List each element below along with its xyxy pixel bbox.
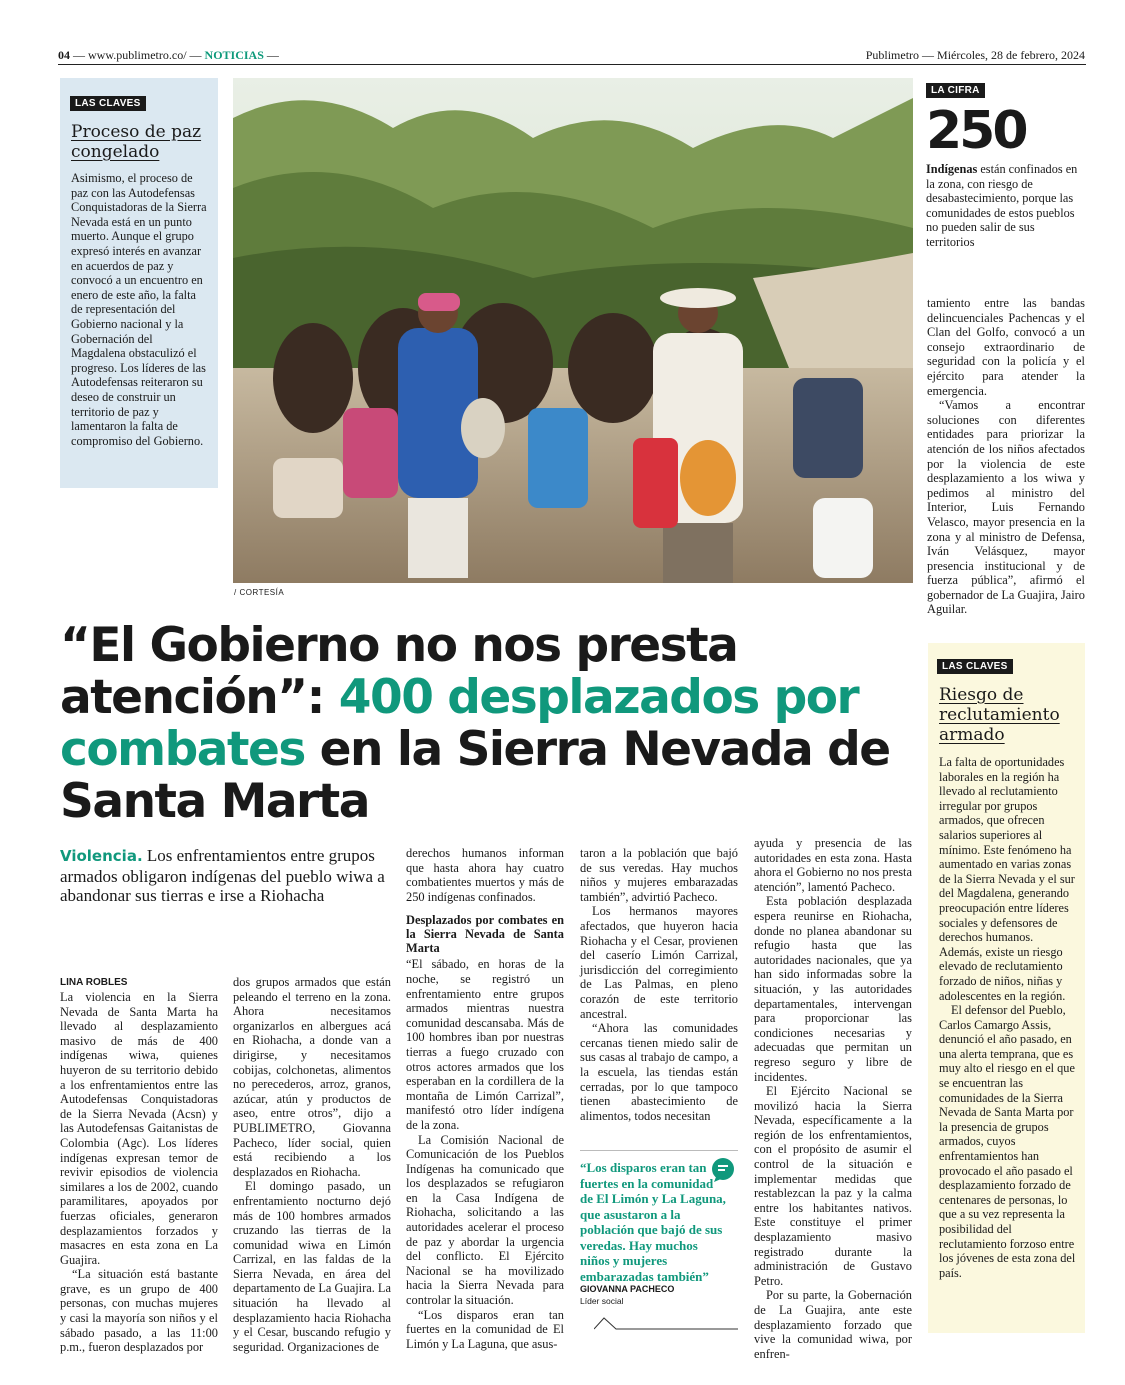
subhead: Desplazados por combates en la Sierra Nevada de Santa Marta [406, 913, 564, 956]
cifra-text: están confinados en la zona, con riesgo de desabastecimiento, porque las comunidades de estos pueblos no pueden salir de sus territorios [926, 162, 1078, 249]
paragraph: Esta población desplazada espera reunirse en Riohacha, donde no planea abandonar su refugio hasta que las autoridades nacionales, que ya han sido informadas sobre la situación, y las autoridades departamentales, intervengan para proporcionar las condiciones necesarias y adecuadas que permitan un regreso seguro y libre de incidentes. [754, 894, 912, 1084]
headline-highlight: 400 desplazados por combates [60, 670, 859, 777]
column-3 [406, 846, 564, 1351]
claves-title: Proceso de paz congelado [71, 122, 202, 162]
claves-tag: LAS CLAVES [937, 659, 1013, 674]
paragraph: El Ejército Nacional se movilizó hacia la Sierra Nevada, específicamente a la región de los enfrentamientos, con el propósito de asumir el control de la situación e implementar medidas que restablezcan la paz y la calma entre los habitantes nativos. Este constituye el primer desplazamiento masivo registrado durante la administración de Gustavo Petro. [754, 1084, 912, 1288]
paragraph: “El sábado, en horas de la noche, se registró un enfrentamiento entre grupos armados mientras nuestra comunidad descansaba. Más de 100 hombres iban por nuestras tierras a fuego cruzado con otros actores armados que los esperaban en la cordillera de la montaña de Limón Carrizal”, manifestó otro líder indígena de la zona. [406, 957, 564, 1132]
paragraph: Por su parte, la Gobernación de La Guajira, ante este desplazamiento forzado que vive la comunidad wiwa, por enfren- [754, 1288, 912, 1361]
decorative-line [594, 1316, 738, 1330]
lede [60, 846, 390, 906]
right-column-continuation [927, 296, 1085, 617]
section-label: NOTICIAS [204, 48, 264, 62]
paragraph: La Comisión Nacional de Comunicación de los Pueblos Indígenas ha comunicado que los desplazados se refugiaron en la Casa Indígena de Riohacha, solicitando a las autoridades acelerar el proceso de paz y abordar la urgencia del conflicto. El Ejército Nacional se ha movilizado hacia la Sierra Nevada para controlar la situación. [406, 1132, 564, 1308]
photo-credit: / CORTESÍA [234, 588, 285, 597]
cifra-box [926, 78, 1086, 250]
cifra-description [926, 162, 1086, 250]
quote-role: Líder social [580, 1296, 624, 1306]
paragraph: Los hermanos mayores afectados, que huyeron hacia Riohacha y el Cesar, provienen del caserío Limón Carrizal, jurisdicción del corregimiento de Las Palmas, en pleno corazón de este territorio ancestral. [580, 904, 738, 1021]
claves-box-recruitment [928, 643, 1085, 1333]
header-left: 04 — www.publimetro.co/ — NOTICIAS — [58, 48, 279, 62]
byline: LINA ROBLES [60, 977, 128, 988]
page-number: 04 [58, 48, 70, 62]
cifra-lead: Indígenas [926, 162, 978, 176]
paragraph: La falta de oportunidades laborales en la región ha llevado al reclutamiento irregular por grupos armados, que ofrecen salarios superiores al mínimo. Este fenómeno ha aumentado en varias zonas de la Sierra Nevada y el sur del Magdalena, generando preocupación entre líderes sociales y defensores de derechos humanos. Además, existe un riesgo elevado de reclutamiento forzado de niños, niñas y adolescentes en la región. [939, 755, 1075, 1003]
paragraph: “Ahora las comunidades cercanas tienen miedo salir de sus casas al trabajo de campo, a la escuela, las tiendas están cerradas, por lo que tampoco tienen abastecimiento de alimentos, todos necesitan [580, 1021, 738, 1123]
paragraph: “La situación está bastante grave, es un grupo de 400 personas, con muchas mujeres y casi la mayoría son niños y el sábado pasado, a las 11:00 p.m., fueron desplazados por [60, 1267, 218, 1355]
paragraph: “Vamos a encontrar soluciones con diferentes entidades para priorizar la atención de los niños afectados por la violencia de este desplazamiento a los wiwa y pedimos al ministro del Interior, Luis Fernando Velasco, mayor presencia en la zona y al ministro de Defensa, Iván Velásquez, mayor presencia institucional y de fuerza pública”, afirmó el gobernador de La Guajira, Jairo Aguilar. [927, 398, 1085, 617]
claves-text: Asimismo, el proceso de paz con las Autodefensas Conquistadoras de la Sierra Nevada está en un punto muerto. Aunque el grupo expresó interés en avanzar en acuerdos de paz y convocó a un encuentro en enero de este año, la falta de representación del Gobierno nacional y la Gobernación del Magdalena obstaculizó el progreso. Los líderes de las Autodefensas reiteraron su deseo de construir un territorio de paz y lamentaron la falta de compromiso del Gobierno. [71, 171, 207, 448]
quote-text: “Los disparos eran tan fuertes en la comunidad de El Limón y La Laguna, que asustaron a la población que bajó de sus veredas. Hay muchos niños y mujeres embarazadas también” [580, 1160, 726, 1284]
headline [60, 620, 900, 828]
paragraph: La violencia en la Sierra Nevada de Santa Marta ha llevado al desplazamiento masivo de más de 400 indígenas wiwa, quienes huyeron de su territorio debido a los enfrentamientos entre las Autodefensas Conquistadoras de la Sierra Nevada (Acsn) y las Autodefensas Gaitanistas de Colombia (Agc). Los líderes indígenas expresan temor de revivir episodios de violencia similares a los de 2002, cuando paramilitares, apoyados por fuerzas oficiales, generaron desplazamientos forzados y masacres en esta zona en La Guajira. [60, 990, 218, 1267]
paragraph: dos grupos armados que están peleando el terreno en la zona. Ahora necesitamos organizarlos en albergues acá en Riohacha, a donde van a dirigirse, y necesitamos cobijas, colchonetas, alimentos no perecederos, arroz, granos, azúcar, atún y productos de aseo, entre otros”, dijo a PUBLIMETRO, Giovanna Pacheco, líder social, quien está recibiendo a los desplazados en Riohacha. [233, 975, 391, 1179]
paragraph: tamiento entre las bandas delincuenciales Pachencas y el Clan del Golfo, convocó a un consejo extraordinario de seguridad con la policía y el ejército para atender la emergencia. [927, 296, 1085, 398]
header-date: Publimetro — Miércoles, 28 de febrero, 2024 [865, 48, 1085, 62]
photo-displaced-crowd [233, 78, 913, 583]
column-5 [754, 836, 912, 1361]
cifra-number: 250 [926, 101, 1026, 161]
claves-text [939, 755, 1076, 1280]
headline-part1: “El Gobierno no nos presta atención”: [60, 618, 738, 725]
lede-kicker: Violencia. [60, 847, 143, 865]
claves-box-peace [60, 78, 218, 488]
column-2 [233, 975, 391, 1354]
pull-quote [580, 1150, 738, 1336]
photo-illustration [233, 78, 913, 583]
site-url[interactable]: www.publimetro.co/ [88, 48, 187, 62]
paragraph: “Los disparos eran tan fuertes en la comunidad de El Limón y La Laguna, que asus- [406, 1307, 564, 1351]
column-4 [580, 846, 738, 1123]
header-rule [58, 64, 1086, 65]
paragraph: derechos humanos informan que hasta ahora hay cuatro combatientes muertos y más de 250 indígenas confinados. [406, 846, 564, 904]
paragraph: El domingo pasado, un enfrentamiento nocturno dejó más de 100 hombres armados cruzando las tierras de la comunidad wiwa en Limón Carrizal, en las faldas de la Sierra Nevada, en área del departamento de La Guajira. La situación ha llevado al desplazamiento hacia Riohacha y el Cesar, buscando refugio y seguridad. Organizaciones de [233, 1179, 391, 1354]
quote-author: GIOVANNA PACHECO [580, 1284, 675, 1294]
divider [580, 1150, 738, 1151]
paragraph: El defensor del Pueblo, Carlos Camargo Assis, denunció el año pasado, en una alerta temprana, que es muy alto el riesgo en el que se encuentran las comunidades de la Sierra Nevada de Santa Marta por la presencia de grupos armados, cuyos enfrentamientos han provocado el año pasado el desplazamiento forzado de centenares de personas, lo que a su vez representa la posibilidad del reclutamiento forzoso entre los jóvenes de esta zona del país. [939, 1003, 1076, 1280]
paragraph: taron a la población que bajó de sus veredas. Hay muchos niños y mujeres embarazadas también”, advirtió Pacheco. [580, 846, 738, 904]
cifra-tag: LA CIFRA [926, 83, 985, 98]
lede-text: Los enfrentamientos entre grupos armados obligaron indígenas del pueblo wiwa a abandonar sus tierras e irse a Riohacha [60, 846, 385, 905]
claves-tag: LAS CLAVES [70, 96, 146, 111]
claves-title: Riesgo de reclutamiento armado [939, 685, 1060, 745]
paragraph: ayuda y presencia de las autoridades en esta zona. Hasta ahora el Gobierno no nos presta atención”, lamentó Pacheco. [754, 836, 912, 894]
headline-part3: en la Sierra Nevada de Santa Marta [60, 722, 890, 829]
column-1 [60, 990, 218, 1355]
